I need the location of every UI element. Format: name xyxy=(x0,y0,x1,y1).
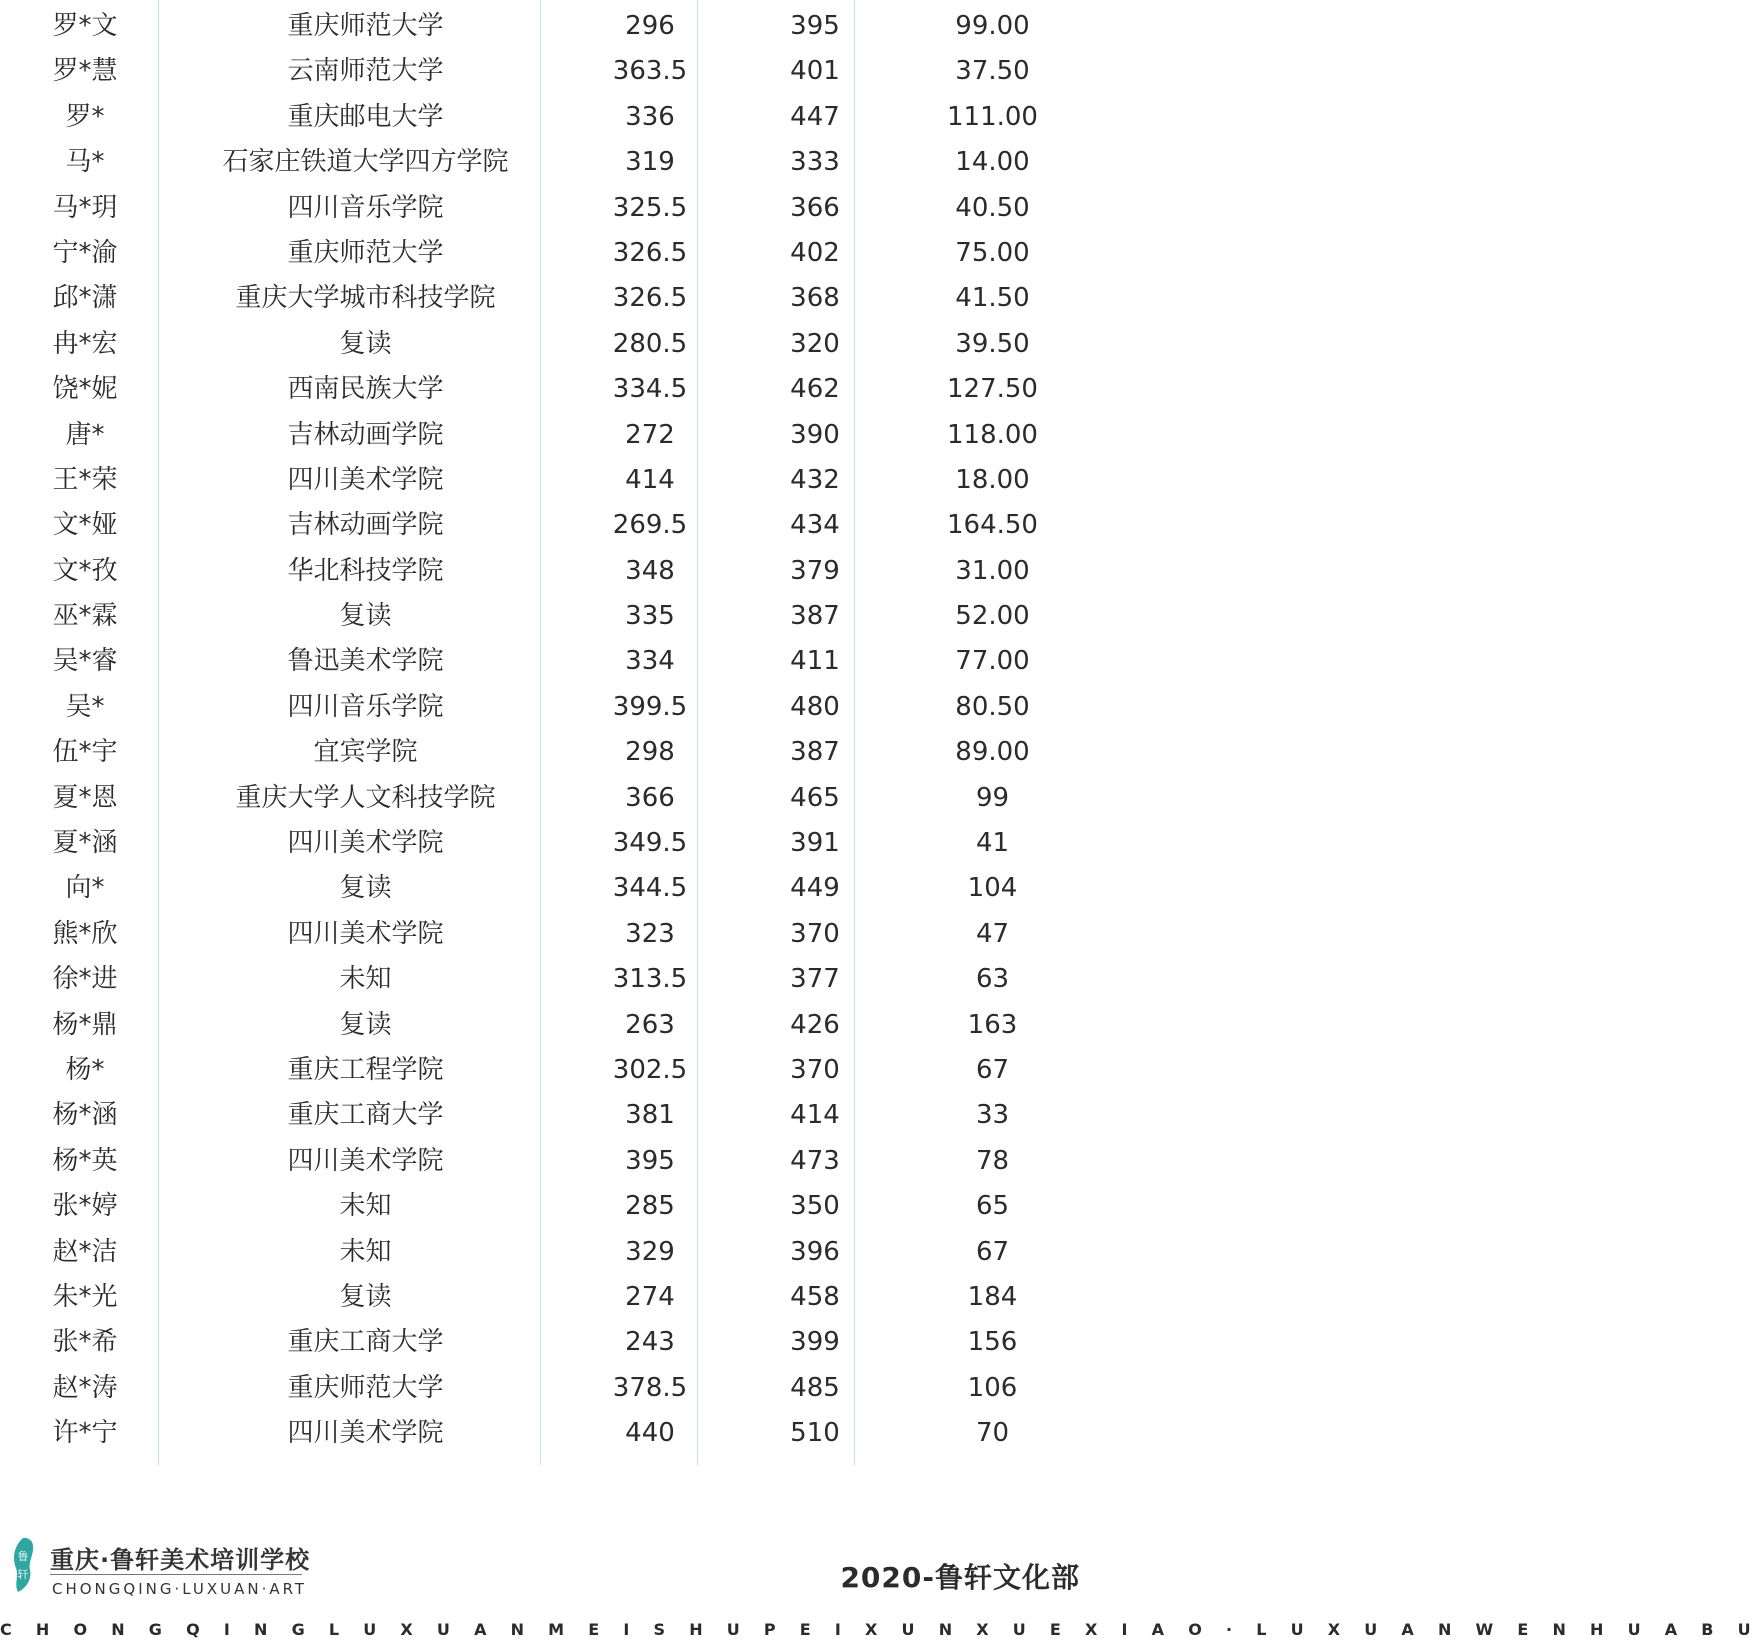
admitted-school: 复读 xyxy=(339,1281,392,1312)
score-after: 399 xyxy=(790,1327,840,1358)
score-before: 378.5 xyxy=(612,1372,688,1403)
admitted-school: 吉林动画学院 xyxy=(287,419,444,450)
student-name: 罗* xyxy=(65,101,105,132)
score-before: 336 xyxy=(625,101,675,132)
student-name: 张*婷 xyxy=(52,1191,118,1222)
table-row xyxy=(0,140,1080,185)
score-before: 263 xyxy=(625,1009,675,1040)
score-before: 313.5 xyxy=(612,964,688,995)
admitted-school: 四川美术学院 xyxy=(287,464,444,495)
score-improvement: 14.00 xyxy=(955,147,1030,178)
table-row xyxy=(0,1003,1080,1048)
score-before: 381 xyxy=(625,1100,675,1131)
student-name: 夏*涵 xyxy=(52,828,118,859)
logo-mark-char-1: 鲁 xyxy=(17,1550,29,1563)
logo-subtitle: CHONGQING·LUXUAN·ART xyxy=(52,1580,308,1598)
admitted-school: 四川美术学院 xyxy=(287,1145,444,1176)
admitted-school: 四川音乐学院 xyxy=(287,691,444,722)
table-row xyxy=(0,821,1080,866)
score-before: 326.5 xyxy=(612,283,688,314)
score-after: 473 xyxy=(790,1145,840,1176)
score-before: 302.5 xyxy=(612,1054,688,1085)
score-after: 387 xyxy=(790,601,840,632)
score-improvement: 80.50 xyxy=(955,691,1030,722)
score-before: 349.5 xyxy=(612,828,688,859)
table-row xyxy=(0,1048,1080,1093)
score-after: 387 xyxy=(790,737,840,768)
score-before: 335 xyxy=(625,601,675,632)
student-name: 杨* xyxy=(65,1054,105,1085)
table-row xyxy=(0,549,1080,594)
score-improvement: 89.00 xyxy=(955,737,1030,768)
student-name: 罗*文 xyxy=(52,11,118,41)
score-improvement: 41 xyxy=(975,828,1010,859)
score-improvement: 75.00 xyxy=(955,237,1030,268)
score-improvement: 37.50 xyxy=(955,56,1030,87)
score-improvement: 40.50 xyxy=(955,192,1030,223)
table-row xyxy=(0,231,1080,276)
student-name: 吴* xyxy=(65,691,105,722)
student-name: 张*希 xyxy=(52,1327,118,1358)
admitted-school: 吉林动画学院 xyxy=(287,510,444,541)
score-before: 325.5 xyxy=(612,192,688,223)
admitted-school: 未知 xyxy=(339,1236,392,1267)
admitted-school: 重庆师范大学 xyxy=(287,11,444,41)
student-name: 罗*慧 xyxy=(52,56,118,87)
score-after: 414 xyxy=(790,1100,840,1131)
admitted-school: 重庆大学城市科技学院 xyxy=(235,283,496,314)
student-name: 宁*渝 xyxy=(52,237,118,268)
score-improvement: 67 xyxy=(975,1054,1010,1085)
score-improvement: 70 xyxy=(975,1418,1010,1449)
score-before: 363.5 xyxy=(612,56,688,87)
score-improvement: 47 xyxy=(975,918,1010,949)
score-after: 485 xyxy=(790,1372,840,1403)
tagline: C H O N G Q I N G L U X U A N M E I S H U P E I X U N X U E X I A O · L U X U A N W E N H U A B U xyxy=(0,1620,1760,1639)
student-name: 巫*霖 xyxy=(52,601,118,632)
student-name: 文*娅 xyxy=(52,510,118,541)
score-improvement: 164.50 xyxy=(947,510,1038,541)
admitted-school: 华北科技学院 xyxy=(287,555,444,586)
score-after: 411 xyxy=(790,646,840,677)
score-before: 399.5 xyxy=(612,691,688,722)
student-name: 马* xyxy=(65,147,105,178)
score-before: 334 xyxy=(625,646,675,677)
student-name: 许*宁 xyxy=(52,1418,118,1449)
score-before: 395 xyxy=(625,1145,675,1176)
logo-title: 重庆·鲁轩美术培训学校 xyxy=(50,1546,311,1574)
student-name: 夏*恩 xyxy=(52,782,118,813)
student-name: 杨*涵 xyxy=(52,1100,118,1131)
student-name: 王*荣 xyxy=(52,464,118,495)
table-body xyxy=(0,4,1080,1457)
student-name: 文*孜 xyxy=(52,555,118,586)
admitted-school: 复读 xyxy=(339,1009,392,1040)
score-after: 426 xyxy=(790,1009,840,1040)
admitted-school: 重庆师范大学 xyxy=(287,237,444,268)
student-name: 冉*宏 xyxy=(52,328,118,359)
score-before: 334.5 xyxy=(612,374,688,405)
score-improvement: 99.00 xyxy=(955,11,1030,41)
score-after: 395 xyxy=(790,11,840,41)
table-row xyxy=(0,503,1080,548)
student-name: 饶*妮 xyxy=(52,374,118,405)
logo-mark-char-2: 轩 xyxy=(17,1568,29,1581)
admitted-school: 云南师范大学 xyxy=(287,56,444,87)
score-after: 390 xyxy=(790,419,840,450)
student-name: 徐*进 xyxy=(52,964,118,995)
score-after: 333 xyxy=(790,147,840,178)
score-before: 440 xyxy=(625,1418,675,1449)
score-before: 329 xyxy=(625,1236,675,1267)
table-row xyxy=(0,95,1080,140)
score-improvement: 77.00 xyxy=(955,646,1030,677)
admitted-school: 重庆工程学院 xyxy=(287,1054,444,1085)
table-row xyxy=(0,1184,1080,1229)
admitted-school: 西南民族大学 xyxy=(287,374,444,405)
table-row xyxy=(0,866,1080,911)
score-before: 272 xyxy=(625,419,675,450)
score-after: 370 xyxy=(790,918,840,949)
student-name: 熊*欣 xyxy=(52,918,118,949)
table-row xyxy=(0,1139,1080,1184)
score-before: 285 xyxy=(625,1191,675,1222)
admitted-school: 四川美术学院 xyxy=(287,918,444,949)
score-after: 350 xyxy=(790,1191,840,1222)
table-row xyxy=(0,957,1080,1002)
table-row xyxy=(0,186,1080,231)
table-row xyxy=(0,594,1080,639)
table-row xyxy=(0,276,1080,321)
student-name: 杨*英 xyxy=(52,1145,118,1176)
score-before: 323 xyxy=(625,918,675,949)
score-improvement: 65 xyxy=(975,1191,1010,1222)
score-after: 366 xyxy=(790,192,840,223)
score-before: 326.5 xyxy=(612,237,688,268)
score-improvement: 127.50 xyxy=(947,374,1038,405)
table-row xyxy=(0,730,1080,775)
student-name: 朱*光 xyxy=(52,1281,118,1312)
admitted-school: 重庆大学人文科技学院 xyxy=(235,782,496,813)
student-name: 杨*鼎 xyxy=(52,1009,118,1040)
score-after: 447 xyxy=(790,101,840,132)
score-before: 348 xyxy=(625,555,675,586)
score-after: 320 xyxy=(790,328,840,359)
score-improvement: 111.00 xyxy=(947,101,1038,132)
score-after: 402 xyxy=(790,237,840,268)
score-before: 344.5 xyxy=(612,873,688,904)
score-improvement: 63 xyxy=(975,964,1010,995)
admitted-school: 复读 xyxy=(339,873,392,904)
score-improvement: 41.50 xyxy=(955,283,1030,314)
score-improvement: 184 xyxy=(967,1281,1018,1312)
table-row xyxy=(0,912,1080,957)
score-before: 319 xyxy=(625,147,675,178)
table-row xyxy=(0,1320,1080,1365)
score-after: 462 xyxy=(790,374,840,405)
score-after: 480 xyxy=(790,691,840,722)
score-before: 414 xyxy=(625,464,675,495)
student-name: 马*玥 xyxy=(52,192,118,223)
logo-brush-icon xyxy=(6,1536,40,1594)
table-row xyxy=(0,1275,1080,1320)
score-after: 368 xyxy=(790,283,840,314)
table-row xyxy=(0,322,1080,367)
student-name: 伍*宇 xyxy=(52,737,118,768)
department-label: 2020-鲁轩文化部 xyxy=(840,1561,1080,1594)
table-row xyxy=(0,1093,1080,1138)
score-after: 510 xyxy=(790,1418,840,1449)
score-improvement: 39.50 xyxy=(955,328,1030,359)
score-improvement: 78 xyxy=(975,1145,1010,1176)
score-after: 465 xyxy=(790,782,840,813)
admitted-school: 石家庄铁道大学四方学院 xyxy=(222,147,509,178)
score-after: 434 xyxy=(790,510,840,541)
score-improvement: 33 xyxy=(975,1100,1010,1131)
score-after: 458 xyxy=(790,1281,840,1312)
score-after: 391 xyxy=(790,828,840,859)
student-name: 邱*潇 xyxy=(52,283,118,314)
admitted-school: 复读 xyxy=(339,328,392,359)
logo-divider xyxy=(50,1574,302,1575)
score-before: 269.5 xyxy=(612,510,688,541)
admitted-school: 未知 xyxy=(339,1191,392,1222)
score-improvement: 163 xyxy=(967,1009,1018,1040)
table-row xyxy=(0,1411,1080,1456)
student-name: 唐* xyxy=(65,419,105,450)
score-improvement: 156 xyxy=(967,1327,1018,1358)
score-before: 243 xyxy=(625,1327,675,1358)
score-improvement: 104 xyxy=(967,873,1018,904)
score-after: 377 xyxy=(790,964,840,995)
admitted-school: 复读 xyxy=(339,601,392,632)
score-after: 396 xyxy=(790,1236,840,1267)
score-before: 274 xyxy=(625,1281,675,1312)
footer xyxy=(0,1510,1760,1648)
admitted-school: 未知 xyxy=(339,964,392,995)
student-name: 赵*洁 xyxy=(52,1236,118,1267)
table-row xyxy=(0,413,1080,458)
table-row xyxy=(0,1230,1080,1275)
table-row xyxy=(0,776,1080,821)
table-row xyxy=(0,458,1080,503)
admitted-school: 重庆师范大学 xyxy=(287,1372,444,1403)
score-improvement: 31.00 xyxy=(955,555,1030,586)
table-row xyxy=(0,685,1080,730)
admitted-school: 重庆工商大学 xyxy=(287,1327,444,1358)
score-after: 449 xyxy=(790,873,840,904)
admitted-school: 四川音乐学院 xyxy=(287,192,444,223)
admitted-school: 鲁迅美术学院 xyxy=(287,646,444,677)
admitted-school: 重庆邮电大学 xyxy=(287,101,444,132)
student-name: 赵*涛 xyxy=(52,1372,118,1403)
admitted-school: 四川美术学院 xyxy=(287,828,444,859)
score-after: 401 xyxy=(790,56,840,87)
table-row xyxy=(0,367,1080,412)
student-name: 向* xyxy=(65,873,105,904)
score-after: 370 xyxy=(790,1054,840,1085)
table-row xyxy=(0,4,1080,49)
score-before: 366 xyxy=(625,782,675,813)
admitted-school: 宜宾学院 xyxy=(313,737,418,768)
admitted-school: 四川美术学院 xyxy=(287,1418,444,1449)
score-improvement: 52.00 xyxy=(955,601,1030,632)
score-before: 280.5 xyxy=(612,328,688,359)
score-before: 296 xyxy=(625,11,675,41)
admitted-school: 重庆工商大学 xyxy=(287,1100,444,1131)
score-before: 298 xyxy=(625,737,675,768)
student-name: 吴*睿 xyxy=(52,646,118,677)
table-row xyxy=(0,1366,1080,1411)
table-row xyxy=(0,639,1080,684)
score-improvement: 118.00 xyxy=(947,419,1038,450)
score-after: 432 xyxy=(790,464,840,495)
table-row xyxy=(0,49,1080,94)
score-improvement: 67 xyxy=(975,1236,1010,1267)
score-improvement: 18.00 xyxy=(955,464,1030,495)
score-improvement: 99 xyxy=(975,782,1010,813)
score-improvement: 106 xyxy=(967,1372,1018,1403)
score-after: 379 xyxy=(790,555,840,586)
